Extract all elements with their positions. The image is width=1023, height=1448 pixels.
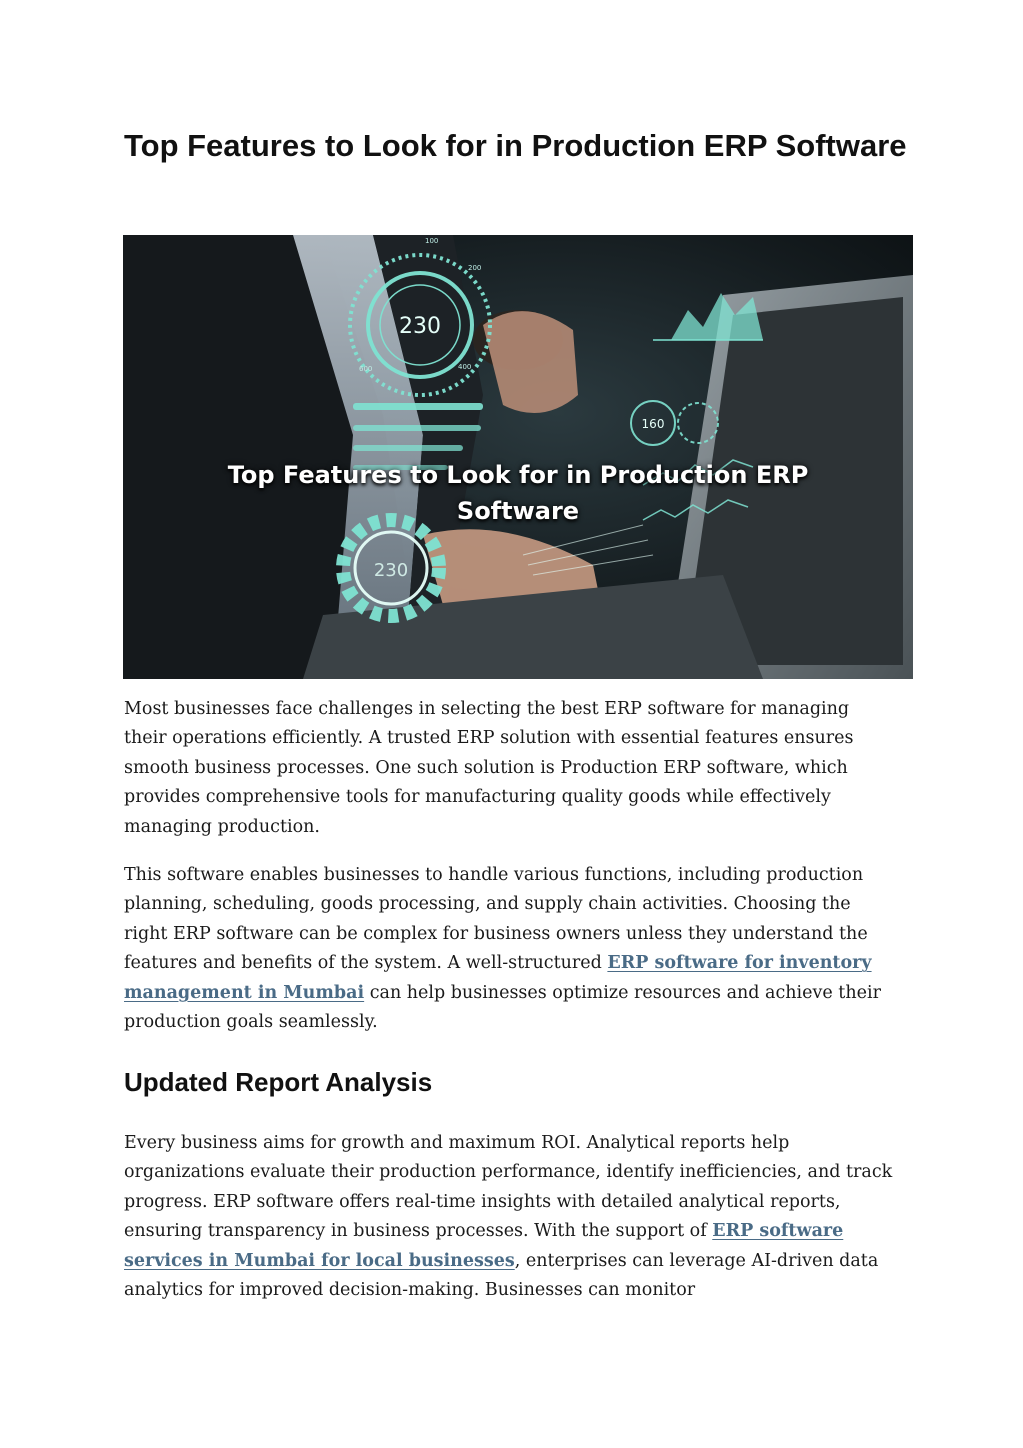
hero-caption	[123, 457, 913, 529]
erp-services-link[interactable]: ERP software services in Mumbai for local businesses	[124, 1221, 844, 1271]
hud-tick-label: 200	[468, 264, 482, 272]
inventory-erp-link[interactable]: ERP software for inventory management in Mumbai	[124, 953, 872, 1003]
hud-gear-value: 230	[373, 560, 409, 581]
hero-caption-line: Top Features to Look for in Production ERP	[227, 461, 809, 489]
hero-image	[123, 235, 913, 679]
hud-tick-label: 400	[458, 363, 472, 371]
section-heading: Updated Report Analysis	[124, 1067, 433, 1097]
paragraph-text: can help businesses optimize resources and achieve their production goals seamlessly.	[124, 982, 881, 1033]
paragraph-text: , enterprises can leverage AI-driven data analytics for improved decision-making. Businesses can monitor	[124, 1250, 879, 1301]
intro-paragraph: Most businesses face challenges in selecting the best ERP software for managing their operations efficiently. A trusted ERP solution with essential features ensures smooth business processes. One such solution is Production ERP software, which provides comprehensive tools for manufacturing quality goods while effectively managing production.	[124, 699, 854, 837]
hud-tick-label: 600	[359, 365, 373, 373]
hud-tick-label: 100	[425, 237, 439, 245]
hud-small-gauge-value: 160	[641, 417, 665, 431]
hero-caption-line: Software	[456, 497, 580, 525]
hud-gauge-value: 230	[399, 314, 441, 339]
body-paragraph	[124, 1129, 894, 1305]
paragraph-text: Every business aims for growth and maximum ROI. Analytical reports help organizations evaluate their production performance, identify inefficiencies, and track progress. ERP software offers real-time insights with detailed analytical reports, ensuring transparency in business processes. With the support of	[124, 1133, 893, 1242]
body-paragraph	[124, 861, 894, 1037]
article-title: Top Features to Look for in Production ERP Software	[124, 128, 907, 163]
paragraph-text: This software enables businesses to handle various functions, including production planning, scheduling, goods processing, and supply chain activities. Choosing the right ERP software can be complex for business owners unless they understand the features and benefits of the system. A well-structured	[124, 865, 868, 974]
